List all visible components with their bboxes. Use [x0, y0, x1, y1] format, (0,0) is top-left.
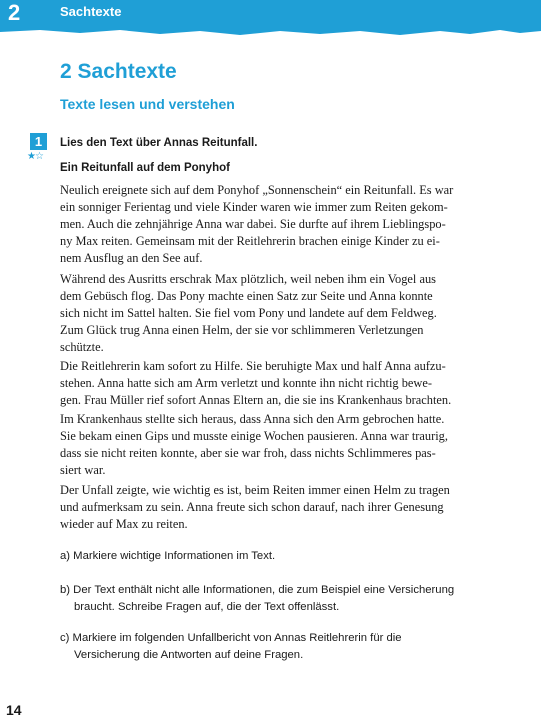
- subtask-line: Versicherung die Antworten auf deine Fragen.: [74, 649, 304, 661]
- text-line: gen. Frau Müller rief sofort Annas Eltern an, die sie ins Krankenhaus brachten.: [60, 393, 452, 408]
- text-line: Im Krankenhaus stellte sich heraus, dass Anna sich den Arm gebrochen hatte.: [60, 412, 445, 426]
- text-line: Der Unfall zeigte, wie wichtig es ist, beim Reiten immer einen Helm zu tragen: [60, 483, 450, 497]
- text-line: wieder auf Max zu reiten.: [60, 517, 188, 532]
- paragraph-1: [60, 182, 520, 267]
- text-line: Die Reitlehrerin kam sofort zu Hilfe. Sie beruhigte Max und half Anna aufzu-: [60, 359, 446, 373]
- subtask-line: a) Markiere wichtige Informationen im Text.: [60, 550, 276, 562]
- chapter-banner: [0, 0, 541, 28]
- text-line: schützte.: [60, 340, 104, 355]
- subtask-line: braucht. Schreibe Fragen auf, die der Text offenlässt.: [74, 601, 340, 613]
- subtask-b: [60, 582, 510, 616]
- paragraph-2: [60, 271, 520, 356]
- paragraph-4: [60, 411, 520, 479]
- section-title: 2 Sachtexte: [60, 60, 177, 83]
- text-line: men. Auch die zehnjährige Anna war dabei. Sie durfte auf ihrem Lieblingspo-: [60, 217, 446, 232]
- page-number: 14: [6, 702, 22, 718]
- text-line: ein sonniger Ferientag und viele Kinder waren wie immer zum Reiten gekom-: [60, 200, 448, 215]
- subtask-c: [60, 630, 510, 664]
- subtask-line: b) Der Text enthält nicht alle Informationen, die zum Beispiel eine Versicherung: [60, 584, 455, 596]
- text-line: und aufmerksam zu sein. Anna freute sich schon darauf, nach ihrer Genesung: [60, 500, 444, 515]
- subtask-a: [60, 548, 510, 565]
- subsection-title: Texte lesen und verstehen: [60, 96, 235, 112]
- paragraph-3: [60, 358, 520, 409]
- task-number-badge: 1: [30, 133, 47, 150]
- text-line: siert war.: [60, 463, 106, 478]
- text-line: sich nicht im Sattel halten. Sie fiel vom Pony und landete auf dem Feldweg.: [60, 306, 437, 321]
- task-instruction: Lies den Text über Annas Reitunfall.: [60, 137, 258, 149]
- text-line: Sie bekam einen Gips und musste einige Wochen pausieren. Anna war traurig,: [60, 429, 448, 444]
- subtask-line: c) Markiere im folgenden Unfallbericht von Annas Reitlehrerin für die: [60, 632, 402, 644]
- text-line: dass sie nicht reiten konnte, aber sie war froh, dass nichts Schlimmeres pas-: [60, 446, 436, 461]
- chapter-title: Sachtexte: [60, 4, 122, 19]
- text-line: Während des Ausritts erschrak Max plötzlich, weil neben ihm ein Vogel aus: [60, 272, 436, 286]
- paragraph-5: [60, 482, 520, 533]
- text-title: Ein Reitunfall auf dem Ponyhof: [60, 162, 230, 174]
- text-line: Zum Glück trug Anna einen Helm, der sie vor schlimmeren Verletzungen: [60, 323, 424, 338]
- text-line: Neulich ereignete sich auf dem Ponyhof „Sonnenschein“ ein Reitunfall. Es war: [60, 183, 454, 197]
- difficulty-stars-icon: ★☆: [27, 151, 43, 162]
- chapter-number: 2: [8, 0, 21, 25]
- text-line: nem Ausflug an den See auf.: [60, 251, 203, 266]
- text-line: stehen. Anna hatte sich am Arm verletzt und konnte ihn nicht richtig bewe-: [60, 376, 432, 391]
- text-line: dem Gebüsch flog. Das Pony machte einen Satz zur Seite und Anna konnte: [60, 289, 433, 304]
- text-line: ny Max reiten. Gemeinsam mit der Reitlehrerin brachen einige Kinder zu ei-: [60, 234, 440, 249]
